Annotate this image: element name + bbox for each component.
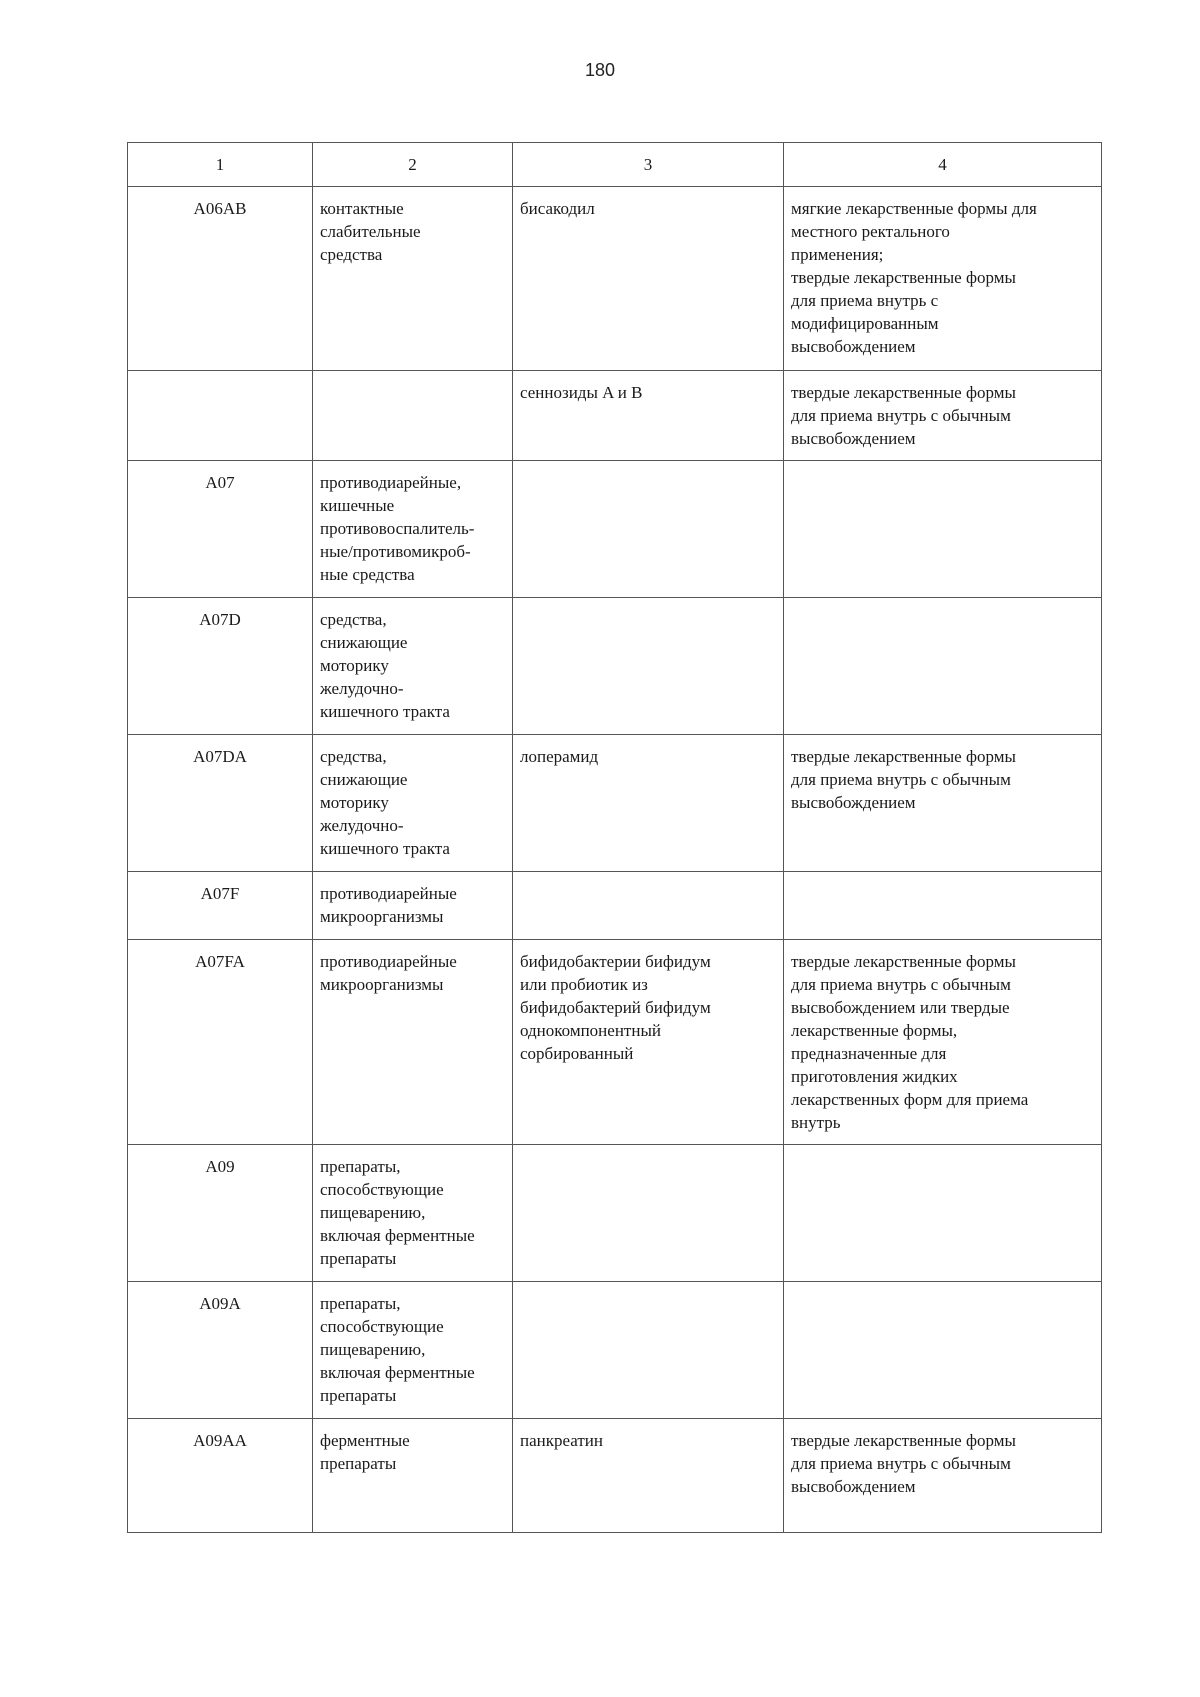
column-header-1: 1: [128, 143, 313, 187]
atc-code-cell: [128, 461, 313, 598]
group-name-cell: [313, 1282, 513, 1419]
atc-code-cell-text: A07FA: [195, 952, 245, 971]
dosage-form-cell: [784, 940, 1102, 1145]
table-row: [128, 461, 1102, 598]
group-name-cell: [313, 461, 513, 598]
dosage-form-cell-text: твердые лекарственные формы для приема внутрь с обычным высвобождением: [791, 747, 1016, 812]
drug-name-cell-text: панкреатин: [520, 1431, 603, 1450]
group-name-cell: [313, 735, 513, 872]
group-name-cell-text: препараты, способствующие пищеварению, включая ферментные препараты: [320, 1157, 475, 1268]
group-name-cell-text: контактные слабительные средства: [320, 199, 421, 264]
table-row: [128, 940, 1102, 1145]
table-row: [128, 187, 1102, 371]
atc-code-cell-text: A07F: [200, 884, 240, 903]
drug-name-cell: [513, 940, 784, 1145]
group-name-cell: [313, 371, 513, 461]
dosage-form-cell: [784, 735, 1102, 872]
atc-code-cell-text: A09A: [199, 1294, 241, 1313]
drug-name-cell: [513, 187, 784, 371]
atc-code-cell: [128, 735, 313, 872]
group-name-cell: [313, 1145, 513, 1282]
table-row: [128, 1282, 1102, 1419]
dosage-form-cell-text: мягкие лекарственные формы для местного ректального применения; твердые лекарственные формы для приема внутрь с модифицированным высвобождением: [791, 199, 1037, 356]
table-row: [128, 1145, 1102, 1282]
drug-name-cell: [513, 1419, 784, 1533]
group-name-cell: [313, 940, 513, 1145]
dosage-form-cell: [784, 1282, 1102, 1419]
column-header-3: 3: [513, 143, 784, 187]
atc-code-cell-text: A09: [205, 1157, 235, 1176]
dosage-form-cell-text: твердые лекарственные формы для приема внутрь с обычным высвобождением или твердые лекарственные формы, предназначенные для приготовления жидких лекарственных форм для приема внутрь: [791, 952, 1029, 1132]
drug-table: [127, 142, 1102, 1533]
atc-code-cell-text: A07DA: [193, 747, 247, 766]
group-name-cell-text: препараты, способствующие пищеварению, включая ферментные препараты: [320, 1294, 475, 1405]
dosage-form-cell: [784, 1145, 1102, 1282]
drug-name-cell-text: бифидобактерии бифидум или пробиотик из бифидобактерий бифидум однокомпонентный сорбированный: [520, 952, 711, 1063]
group-name-cell-text: ферментные препараты: [320, 1431, 410, 1473]
group-name-cell-text: противодиарейные микроорганизмы: [320, 952, 457, 994]
column-header-4: 4: [784, 143, 1102, 187]
table-row: [128, 598, 1102, 735]
group-name-cell: [313, 872, 513, 940]
group-name-cell: [313, 1419, 513, 1533]
group-name-cell-text: средства, снижающие моторику желудочно- кишечного тракта: [320, 747, 450, 858]
drug-name-cell-text: лоперамид: [520, 747, 599, 766]
dosage-form-cell: [784, 1419, 1102, 1533]
atc-code-cell-text: A06AB: [193, 199, 247, 218]
group-name-cell-text: средства, снижающие моторику желудочно- кишечного тракта: [320, 610, 450, 721]
drug-name-cell-text: сеннозиды A и B: [520, 383, 643, 402]
table-row: [128, 735, 1102, 872]
table-row: [128, 371, 1102, 461]
drug-name-cell: [513, 1145, 784, 1282]
dosage-form-cell: [784, 461, 1102, 598]
atc-code-cell: [128, 1145, 313, 1282]
atc-code-cell-text: A09AA: [193, 1431, 247, 1450]
table-row: [128, 1419, 1102, 1533]
atc-code-cell: [128, 872, 313, 940]
group-name-cell-text: противодиарейные микроорганизмы: [320, 884, 457, 926]
drug-name-cell: [513, 872, 784, 940]
atc-code-cell: [128, 1282, 313, 1419]
atc-code-cell: [128, 1419, 313, 1533]
drug-name-cell: [513, 1282, 784, 1419]
drug-name-cell: [513, 598, 784, 735]
group-name-cell-text: противодиарейные, кишечные противовоспалитель- ные/противомикроб- ные средства: [320, 473, 475, 584]
column-header-2: 2: [313, 143, 513, 187]
atc-code-cell-text: A07: [205, 473, 235, 492]
drug-name-cell: [513, 735, 784, 872]
group-name-cell: [313, 598, 513, 735]
dosage-form-cell-text: твердые лекарственные формы для приема внутрь с обычным высвобождением: [791, 1431, 1016, 1496]
table-header-row: [128, 143, 1102, 187]
dosage-form-cell: [784, 187, 1102, 371]
table-row: [128, 872, 1102, 940]
atc-code-cell: [128, 187, 313, 371]
atc-code-cell: [128, 940, 313, 1145]
atc-code-cell-text: A07D: [199, 610, 241, 629]
page-number: 180: [584, 60, 616, 80]
dosage-form-cell: [784, 872, 1102, 940]
drug-name-cell: [513, 371, 784, 461]
drug-name-cell-text: бисакодил: [520, 199, 595, 218]
dosage-form-cell: [784, 598, 1102, 735]
atc-code-cell: [128, 371, 313, 461]
dosage-form-cell: [784, 371, 1102, 461]
atc-code-cell: [128, 598, 313, 735]
group-name-cell: [313, 187, 513, 371]
drug-name-cell: [513, 461, 784, 598]
table-body: [128, 187, 1102, 1533]
dosage-form-cell-text: твердые лекарственные формы для приема внутрь с обычным высвобождением: [791, 383, 1016, 448]
